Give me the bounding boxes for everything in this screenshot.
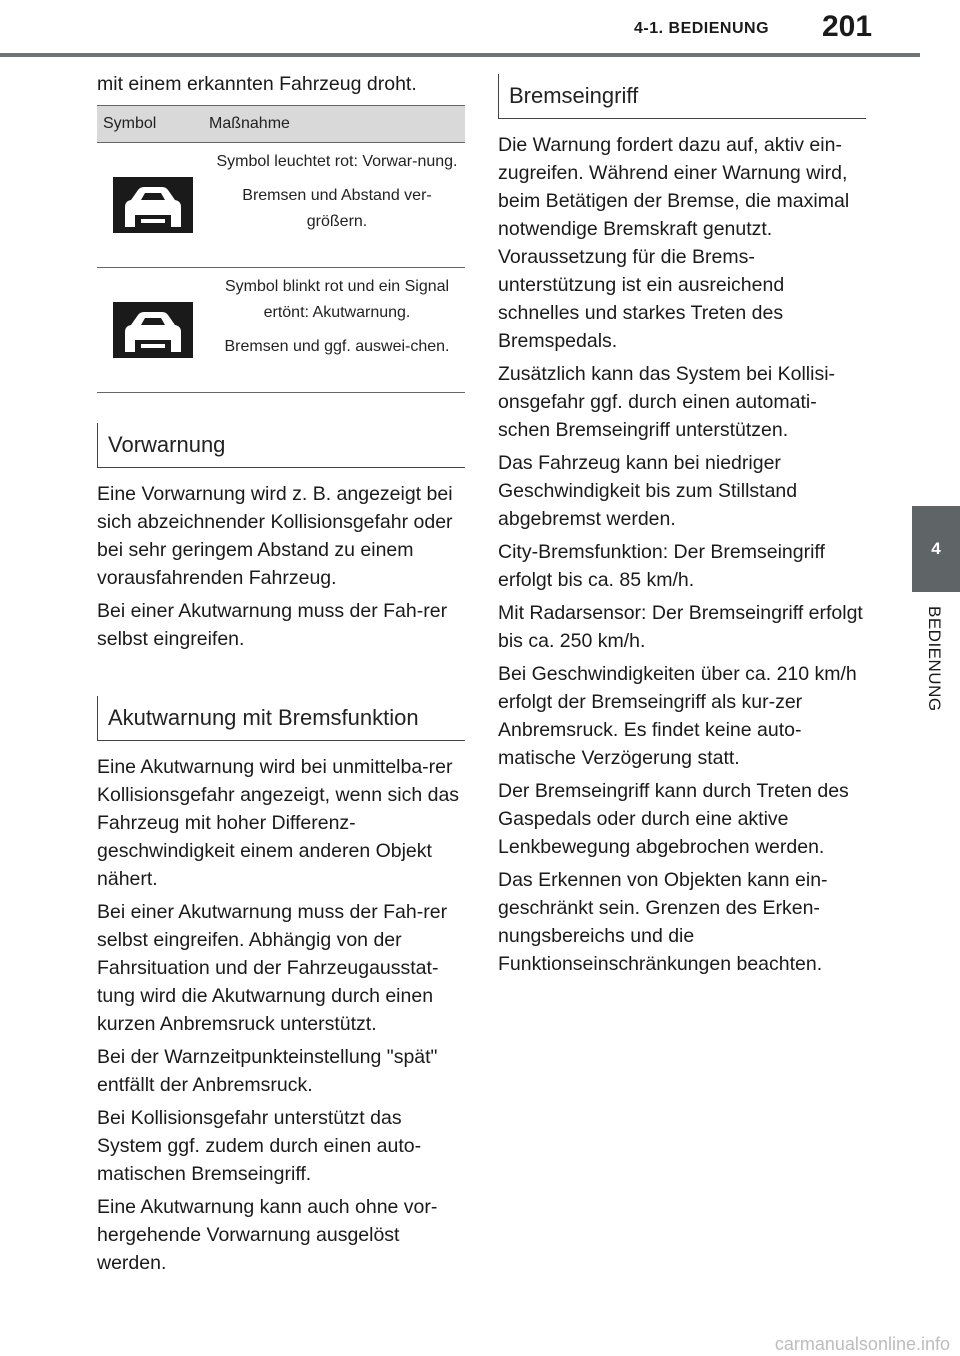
paragraph: Zusätzlich kann das System bei Kollisi-onsgefahr ggf. durch einen automati-schen Bremseingriff unterstützen. (498, 363, 836, 441)
heading-bremseingriff: Bremseingriff (498, 74, 866, 119)
heading-akutwarnung: Akutwarnung mit Bremsfunktion (97, 696, 465, 741)
action-line: Bremsen und Abstand ver-größern. (242, 187, 432, 230)
paragraph: Mit Radarsensor: Der Bremseingriff erfolgt bis ca. 250 km/h. (498, 602, 863, 652)
car-warning-icon (113, 302, 193, 358)
action-cell (209, 143, 465, 267)
page-number: 201 (822, 10, 873, 43)
symbol-table (97, 105, 465, 393)
paragraph: Eine Vorwarnung wird z. B. angezeigt bei sich abzeichnender Kollisionsgefahr oder bei sehr geringem Abstand zu einem vorausfahrenden Fahrzeug. (97, 483, 453, 589)
symbol-cell (97, 143, 209, 267)
section-title: 4-1. BEDIENUNG (634, 20, 770, 37)
paragraph: Bei Kollisionsgefahr unterstützt das System ggf. zudem durch einen auto-matischen Bremseingriff. (97, 1107, 422, 1185)
header-rule (0, 53, 920, 57)
action-line: Symbol blinkt rot und ein Signal ertönt: Akutwarnung. (224, 278, 450, 321)
right-column (498, 70, 866, 983)
paragraph: Bei der Warnzeitpunkteinstellung "spät" entfällt der Anbremsruck. (97, 1046, 438, 1096)
heading-vorwarnung: Vorwarnung (97, 423, 465, 468)
header-symbol: Symbol (103, 115, 157, 132)
paragraph: Eine Akutwarnung wird bei unmittelba-rer Kollisionsgefahr angezeigt, wenn sich das Fahrzeug mit hoher Differenz-geschwindigkeit einem anderen Objekt nähert. (97, 756, 460, 890)
paragraph: Bei Geschwindigkeiten über ca. 210 km/h erfolgt der Bremseingriff als kur-zer Anbremsruck. Es findet keine auto-matische Verzögerung statt. (498, 663, 857, 769)
paragraph: Der Bremseingriff kann durch Treten des Gaspedals oder durch eine aktive Lenkbewegung abgebrochen werden. (498, 780, 849, 858)
action-line: Symbol leuchtet rot: Vorwar-nung. (216, 153, 458, 170)
paragraph: Das Erkennen von Objekten kann ein-geschränkt sein. Grenzen des Erken-nungsbereichs und die Funktionseinschränkungen beachten. (498, 869, 828, 975)
table-header (97, 105, 465, 143)
symbol-cell (97, 268, 209, 392)
paragraph: City-Bremsfunktion: Der Bremseingriff erfolgt bis ca. 85 km/h. (498, 541, 825, 591)
chapter-label: BEDIENUNG (925, 606, 944, 712)
action-line: Bremsen und ggf. auswei-chen. (224, 338, 450, 355)
intro-text: mit einem erkannten Fahrzeug droht. (97, 73, 417, 95)
header-action: Maßnahme (209, 115, 290, 132)
paragraph: Die Warnung fordert dazu auf, aktiv ein-zugreifen. Während einer Warnung wird, beim Betätigen der Bremse, die maximal notwendige Bremskraft genutzt. Voraussetzung für die Brems-unterstützung ist ein ausreichend schnelles und starkes Treten des Bremspedals. (498, 134, 850, 352)
paragraph: Das Fahrzeug kann bei niedriger Geschwindigkeit bis zum Stillstand abgebremst werden. (498, 452, 798, 530)
car-warning-icon (113, 177, 193, 233)
paragraph: Bei einer Akutwarnung muss der Fah-rer selbst eingreifen. Abhängig von der Fahrsituation und der Fahrzeugausstat-tung wird die Akutwarnung durch einen kurzen Anbremsruck unterstützt. (97, 901, 448, 1035)
action-cell (209, 268, 465, 392)
chapter-tab[interactable]: 4 (912, 506, 960, 592)
paragraph: Bei einer Akutwarnung muss der Fah-rer selbst eingreifen. (97, 600, 448, 650)
watermark: carmanualsonline.info (774, 1334, 950, 1354)
paragraph: Eine Akutwarnung kann auch ohne vor-hergehende Vorwarnung ausgelöst werden. (97, 1196, 438, 1274)
table-row (97, 143, 465, 268)
table-row (97, 268, 465, 393)
left-column (97, 70, 465, 1282)
